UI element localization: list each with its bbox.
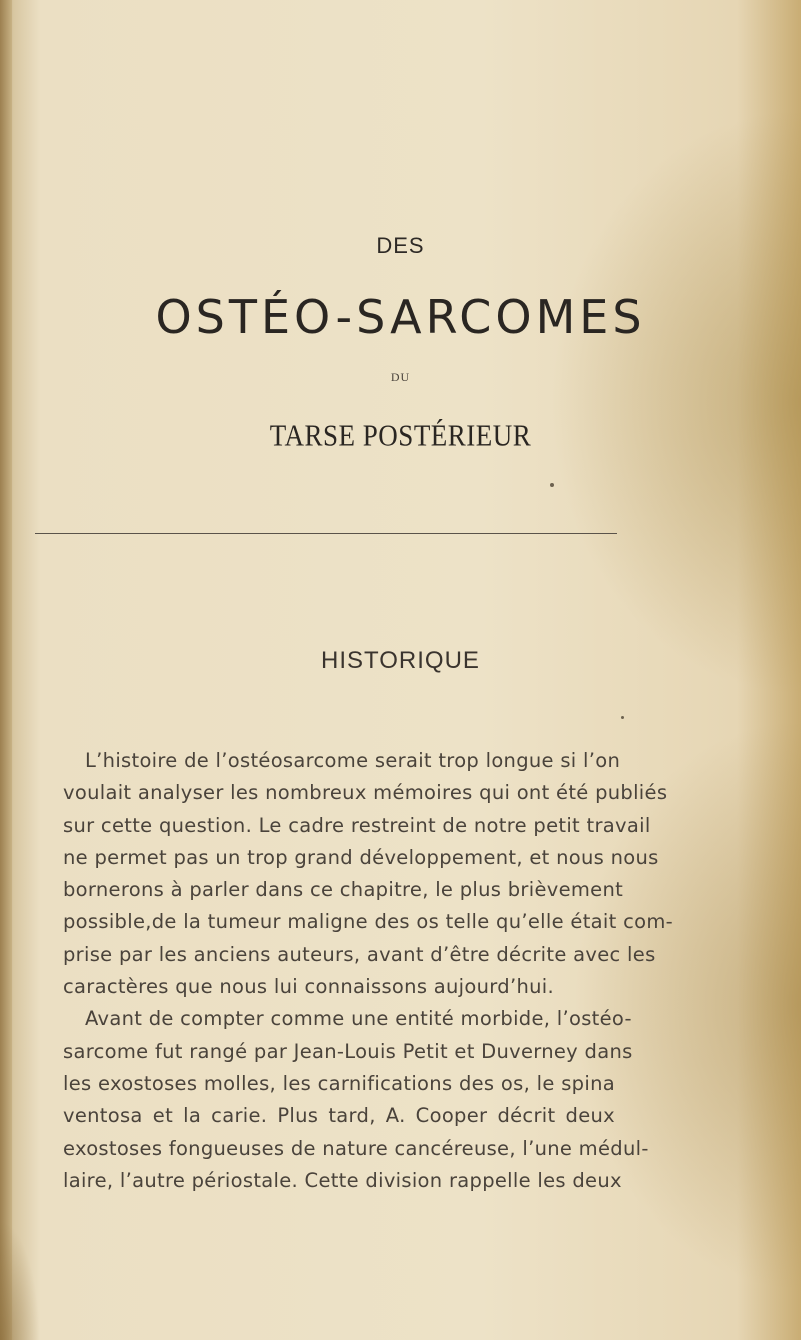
title-des: DES [376, 233, 425, 258]
text-line: bornerons à parler dans ce chapitre, le plus brièvement [63, 878, 624, 902]
text-line: voulait analyser les nombreux mémoires qui ont été publiés [63, 781, 668, 805]
text-line: sur cette question. Le cadre restreint de notre petit travail [63, 813, 651, 837]
title-subtitle: TARSE POSTÉRIEUR [269, 417, 532, 453]
text-line: laire, l’autre périostale. Cette division rappelle les deux [63, 1168, 622, 1192]
ink-speck [621, 716, 624, 719]
text-line: ventosa et la carie. Plus tard, A. Cooper décrit deux [63, 1104, 615, 1128]
title-main: OSTÉO-SARCOMES [155, 290, 646, 344]
horizontal-rule [35, 533, 617, 534]
text-line: L’histoire de l’ostéosarcome serait trop longue si l’on [85, 749, 621, 772]
text-line: exostoses fongueuses de nature cancéreuse, l’une médul- [63, 1136, 649, 1160]
text-line: Avant de compter comme une entité morbide, l’ostéo- [85, 1007, 632, 1031]
text-line: prise par les anciens auteurs, avant d’être décrite avec les [63, 942, 656, 966]
section-heading: HISTORIQUE [321, 647, 480, 674]
text-line: caractères que nous lui connaissons aujourd’hui. [63, 975, 554, 999]
text-line: les exostoses molles, les carnifications des os, le spina [63, 1071, 615, 1095]
text-line: sarcome fut rangé par Jean-Louis Petit et Duverney dans [63, 1039, 633, 1063]
text-line: possible,de la tumeur maligne des os telle qu’elle était com- [63, 910, 673, 934]
title-du: DU [390, 370, 411, 384]
paper-stain [0, 1220, 40, 1340]
text-line: ne permet pas un trop grand développement, et nous nous [63, 845, 659, 869]
ink-speck [550, 483, 554, 487]
body-paragraphs [63, 745, 673, 1197]
